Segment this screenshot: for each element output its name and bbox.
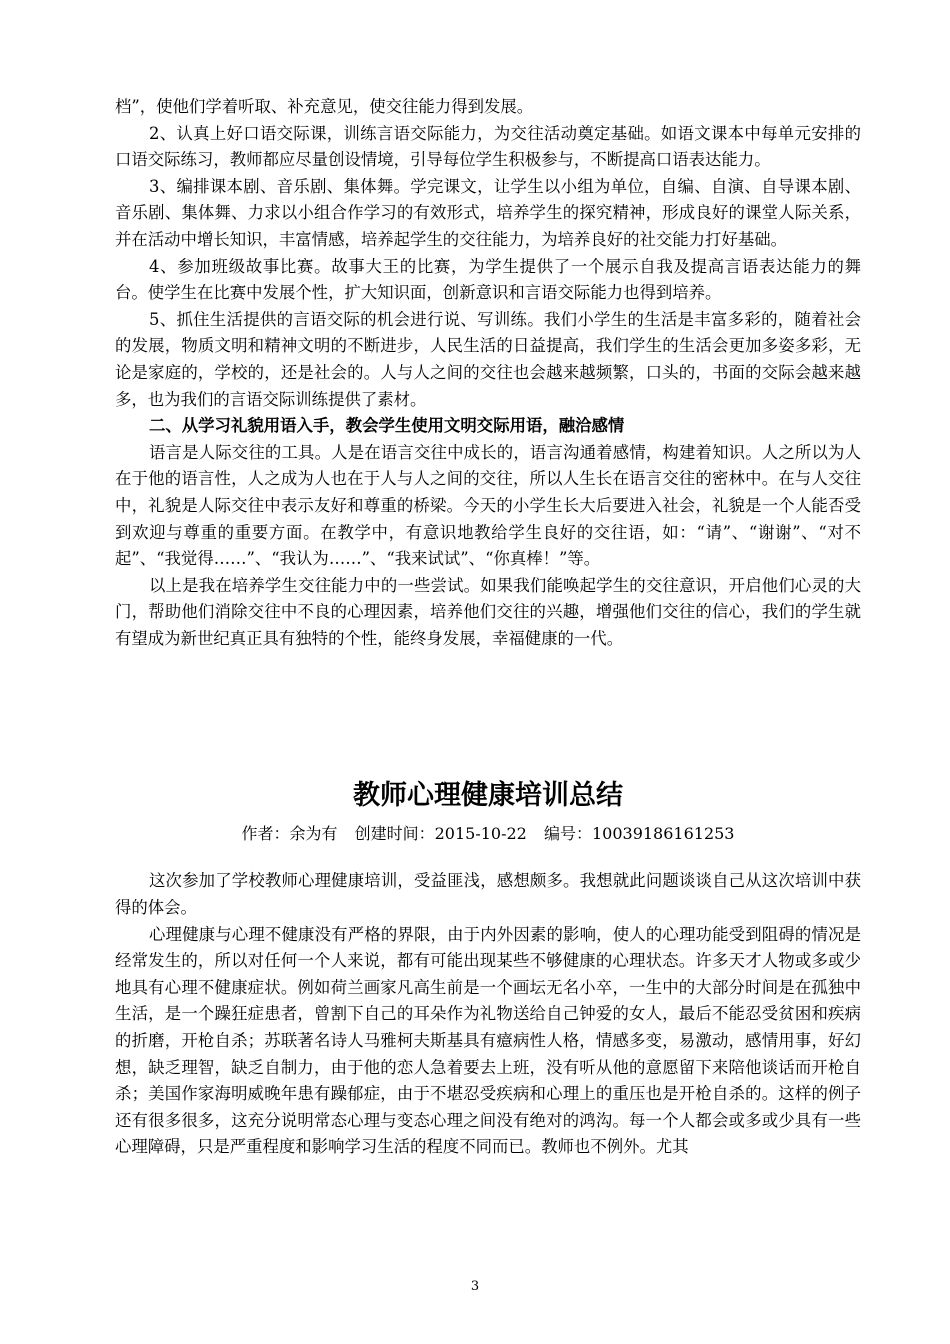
paragraph-item-2: 2、认真上好口语交际课，训练言语交际能力，为交往活动奠定基础。如语文课本中每单元安排的口语交际练习，教师都应尽量创设情境，引导每位学生积极参与，不断提高口语表达能力。 <box>115 123 861 170</box>
section-article <box>115 776 861 1161</box>
article-created-date: 创建时间：2015-10-22 <box>354 824 527 844</box>
article-meta <box>115 822 861 846</box>
paragraph-conclusion: 以上是我在培养学生交往能力中的一些尝试。如果我们能唤起学生的交往意识，开启他们心灵的大门，帮助他们消除交往中不良的心理因素，培养他们交往的兴趣，增强他们交往的信心，我们的学生就有望成为新世纪真正具有独特的个性，能终身发展，幸福健康的一代。 <box>115 575 861 648</box>
paragraph-intro: 这次参加了学校教师心理健康培训，受益匪浅，感想颇多。我想就此问题谈谈自己从这次培训中获得的体会。 <box>115 871 861 918</box>
paragraph-item-5: 5、抓住生活提供的言语交际的机会进行说、写训练。我们小学生的生活是丰富多彩的，随着社会的发展，物质文明和精神文明的不断进步，人民生活的日益提高，我们学生的生活会更加多姿多彩，无论是家庭的，学校的，还是社会的。人与人之间的交往也会越来越频繁，口头的，书面的交际会越来越多，也为我们的言语交际训练提供了素材。 <box>115 309 861 409</box>
article-author: 作者：余为有 <box>241 824 338 844</box>
paragraph-continuation: 档”，使他们学着听取、补充意见，使交往能力得到发展。 <box>115 97 534 116</box>
page-number: 3 <box>470 1279 480 1294</box>
article-title: 教师心理健康培训总结 <box>353 780 623 812</box>
section-gap <box>115 652 861 776</box>
paragraph-body: 心理健康与心理不健康没有严格的界限，由于内外因素的影响，使人的心理功能受到阻碍的情况是经常发生的，所以对任何一个人来说，都有可能出现某些不够健康的心理状态。许多天才人物或多或少地具有心理不健康症状。例如荷兰画家凡高生前是一个画坛无名小卒，一生中的大部分时间是在孤独中生活，是一个躁狂症患者，曾割下自己的耳朵作为礼物送给自己钟爱的女人，最后不能忍受贫困和疾病的折磨，开枪自杀；苏联著名诗人马雅柯夫斯基具有癔病性人格，情感多变，易激动，感情用事，好幻想，缺乏理智，缺乏自制力，由于他的恋人急着要去上班，没有听从他的意愿留下来陪他谈话而开枪自杀；美国作家海明威晚年患有躁郁症，由于不堪忍受疾病和心理上的重压也是开枪自杀的。这样的例子还有很多很多，这充分说明常态心理与变态心理之间没有绝对的鸿沟。每一个人都会或多或少具有一些心理障碍，只是严重程度和影响学习生活的程度不同而已。教师也不例外。尤其 <box>115 924 861 1157</box>
paragraph-item-3: 3、编排课本剧、音乐剧、集体舞。学完课文，让学生以小组为单位，自编、自演、自导课本剧、音乐剧、集体舞、力求以小组合作学习的有效形式，培养学生的探究精神，形成良好的课堂人际关系，并在活动中增长知识，丰富情感，培养起学生的交往能力，为培养良好的社交能力打好基础。 <box>115 176 861 249</box>
article-number: 编号：10039186161253 <box>543 824 735 844</box>
paragraph-item-4: 4、参加班级故事比赛。故事大王的比赛，为学生提供了一个展示自我及提高言语表达能力的舞台。使学生在比赛中发展个性，扩大知识面，创新意识和言语交际能力也得到培养。 <box>115 256 861 303</box>
section-heading: 二、从学习礼貌用语入手，教会学生使用文明交际用语，融洽感情 <box>149 416 625 436</box>
paragraph-body: 语言是人际交往的工具。人是在语言交往中成长的，语言沟通着感情，构建着知识。人之所以为人在于他的语言性，人之成为人也在于人与人之间的交往，所以人生长在语言交往的密林中。在与人交往中，礼貌是人际交往中表示友好和尊重的桥梁。今天的小学生长大后要进入社会，礼貌是一个人能否受到欢迎与尊重的重要方面。在教学中，有意识地教给学生良好的交往语，如：“请”、“谢谢”、“对不起”、“我觉得……”、“我认为……”、“我来试试”、“你真棒！”等。 <box>115 442 861 569</box>
document-page <box>115 94 861 1161</box>
section-previous-article <box>115 94 861 652</box>
